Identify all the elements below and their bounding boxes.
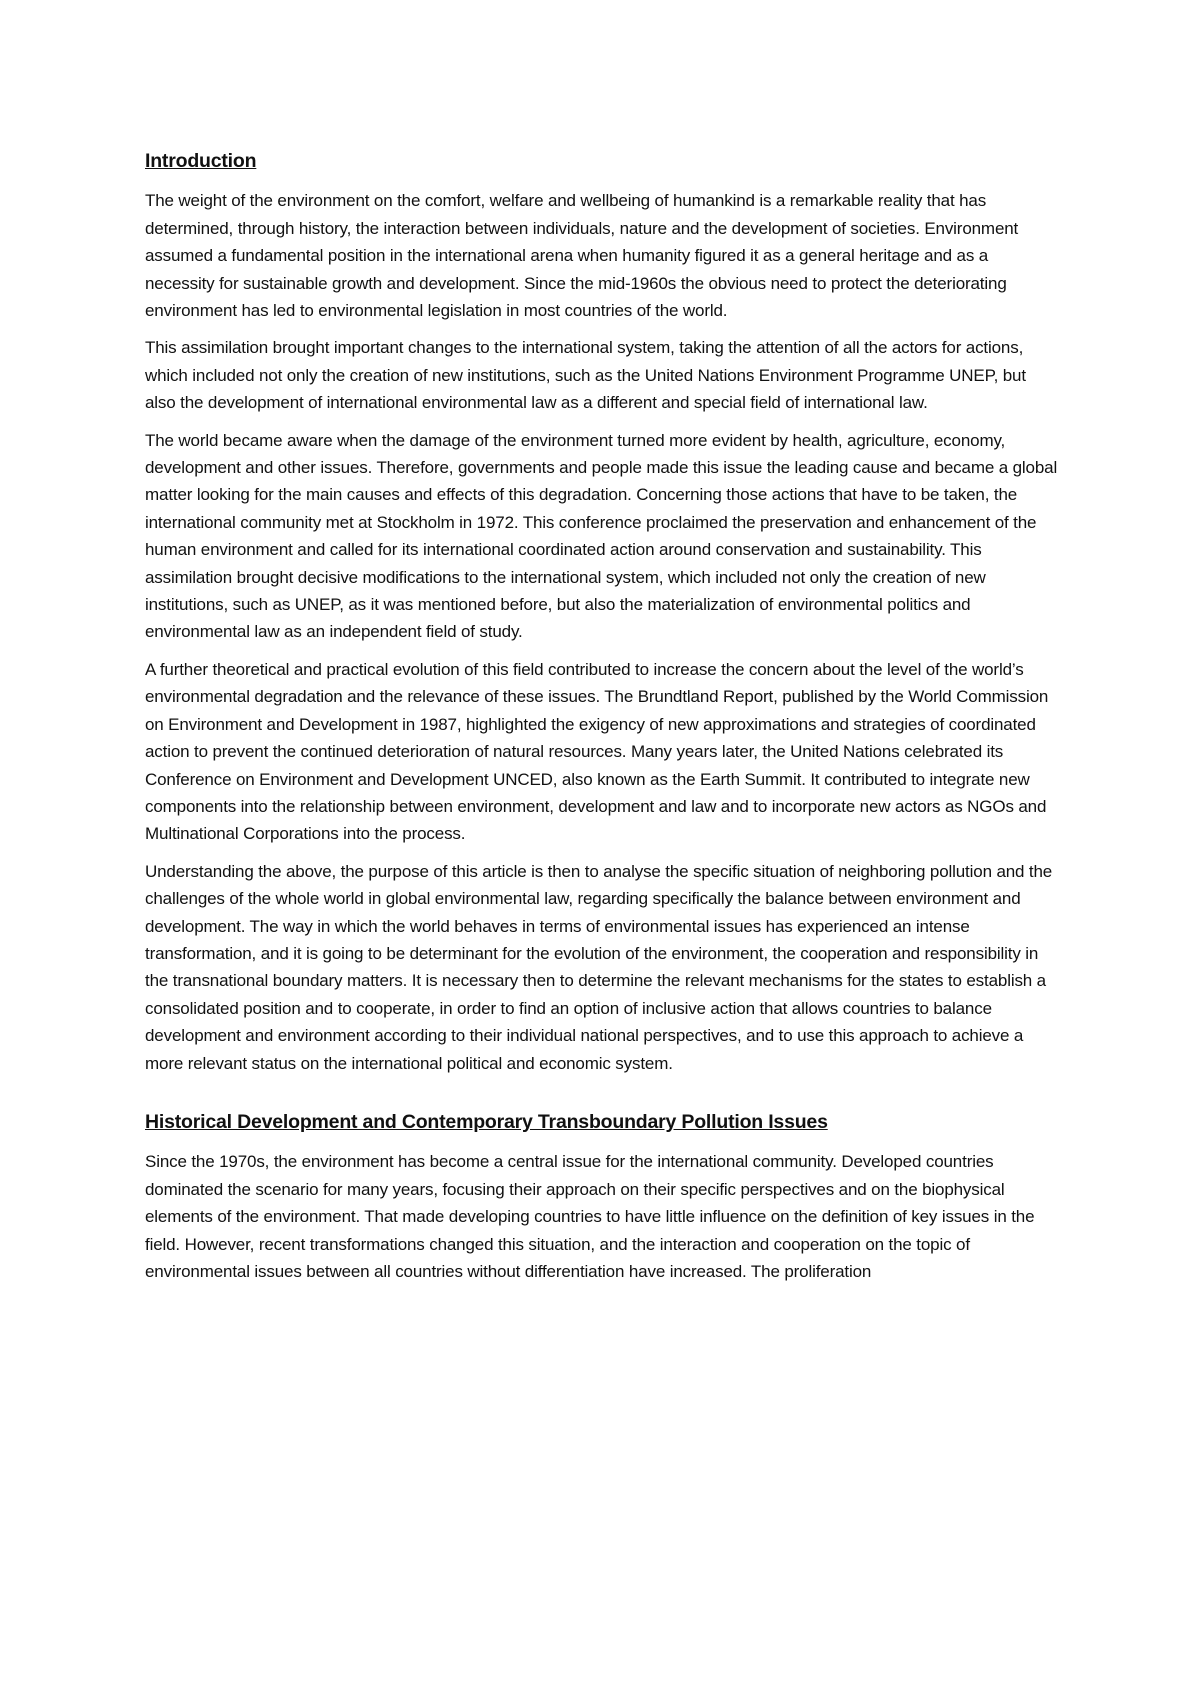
section-heading-historical-development: Historical Development and Contemporary Transboundary Pollution Issues <box>145 1110 828 1133</box>
paragraph: Understanding the above, the purpose of this article is then to analyse the specific situation of neighboring pollution and the challenges of the whole world in global environmental law, regarding specifically the balance between environment and development. The way in which the world behaves in terms of environmental issues has experienced an intense transformation, and it is going to be determinant for the evolution of the environment, the cooperation and responsibility in the transnational boundary matters. It is necessary then to determine the relevant mechanisms for the states to establish a consolidated position and to cooperate, in order to find an option of inclusive action that allows countries to balance development and environment according to their individual national perspectives, and to use this approach to achieve a more relevant status on the international political and economic system. <box>145 861 1053 1073</box>
paragraph: The weight of the environment on the comfort, welfare and wellbeing of humankind is a remarkable reality that has determined, through history, the interaction between individuals, nature and the development of societies. Environment assumed a fundamental position in the international arena when humanity figured it as a general heritage and as a necessity for sustainable growth and development. Since the mid-1960s the obvious need to protect the deteriorating environment has led to environmental legislation in most countries of the world. <box>145 191 1019 321</box>
paragraph: A further theoretical and practical evolution of this field contributed to increase the concern about the level of the world’s environmental degradation and the relevance of these issues. The Brundtland Report, published by the World Commission on Environment and Development in 1987, highlighted the exigency of new approximations and strategies of coordinated action to prevent the continued deterioration of natural resources. Many years later, the United Nations celebrated its Conference on Environment and Development UNCED, also known as the Earth Summit. It contributed to integrate new components into the relationship between environment, development and law and to incorporate new actors as NGOs and Multinational Corporations into the process. <box>145 659 1049 844</box>
paragraph: The world became aware when the damage of the environment turned more evident by health, agriculture, economy, development and other issues. Therefore, governments and people made this issue the leading cause and became a global matter looking for the main causes and effects of this degradation. Concerning those actions that have to be taken, the international community met at Stockholm in 1972. This conference proclaimed the preservation and enhancement of the human environment and called for its international coordinated action around conservation and sustainability. This assimilation brought decisive modifications to the international system, which included not only the creation of new institutions, such as UNEP, as it was mentioned before, but also the materialization of environmental politics and environmental law as an independent field of study. <box>145 430 1058 642</box>
paragraph: This assimilation brought important changes to the international system, taking the attention of all the actors for actions, which included not only the creation of new institutions, such as the United Nations Environment Programme UNEP, but also the development of international environmental law as a different and special field of international law. <box>145 338 1026 413</box>
section-heading-introduction: Introduction <box>145 150 257 172</box>
paragraph: Since the 1970s, the environment has become a central issue for the international community. Developed countries dominated the scenario for many years, focusing their approach on their specific perspectives and on the biophysical elements of the environment. That made developing countries to have little influence on the definition of key issues in the field. However, recent transformations changed this situation, and the interaction and cooperation on the topic of environmental issues between all countries without differentiation have increased. The proliferation <box>145 1152 1035 1281</box>
document-page <box>145 150 1060 1295</box>
